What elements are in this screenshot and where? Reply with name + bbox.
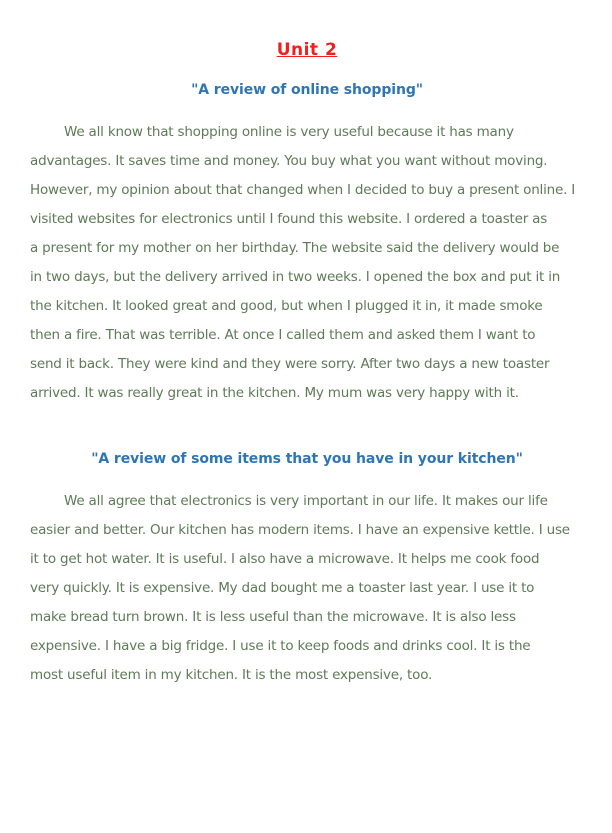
section-heading: "A review of some items that you have in your kitchen" [91,451,523,467]
text-line: expensive. I have a big fridge. I use it to keep foods and drinks cool. It is the [30,638,531,654]
text-line: advantages. It saves time and money. You buy what you want without moving. [30,153,548,169]
text-line: easier and better. Our kitchen has modern items. I have an expensive kettle. I use [30,522,570,538]
section-kitchen-items [30,450,584,690]
text-line: arrived. It was really great in the kitchen. My mum was very happy with it. [30,385,519,401]
section-heading: "A review of online shopping" [191,82,423,98]
paragraph [30,487,584,690]
text-line: We all agree that electronics is very important in our life. It makes our life [64,493,548,509]
page-title: Unit 2 [276,40,338,60]
text-line: then a fire. That was terrible. At once I called them and asked them I want to [30,327,536,343]
document-page [0,41,612,833]
text-line: very quickly. It is expensive. My dad bought me a toaster last year. I use it to [30,580,535,596]
text-line: However, my opinion about that changed when I decided to buy a present online. I [30,182,576,198]
text-line: a present for my mother on her birthday. The website said the delivery would be [30,240,560,256]
text-line: it to get hot water. It is useful. I also have a microwave. It helps me cook food [30,551,540,567]
text-line: make bread turn brown. It is less useful than the microwave. It is also less [30,609,516,625]
text-line: send it back. They were kind and they were sorry. After two days a new toaster [30,356,550,372]
paragraph [30,118,584,408]
text-line: We all know that shopping online is very useful because it has many [64,124,514,140]
text-line: the kitchen. It looked great and good, but when I plugged it in, it made smoke [30,298,543,314]
text-line: most useful item in my kitchen. It is the most expensive, too. [30,667,433,683]
section-online-shopping [30,81,584,408]
text-line: in two days, but the delivery arrived in two weeks. I opened the box and put it in [30,269,561,285]
text-line: visited websites for electronics until I found this website. I ordered a toaster as [30,211,548,227]
